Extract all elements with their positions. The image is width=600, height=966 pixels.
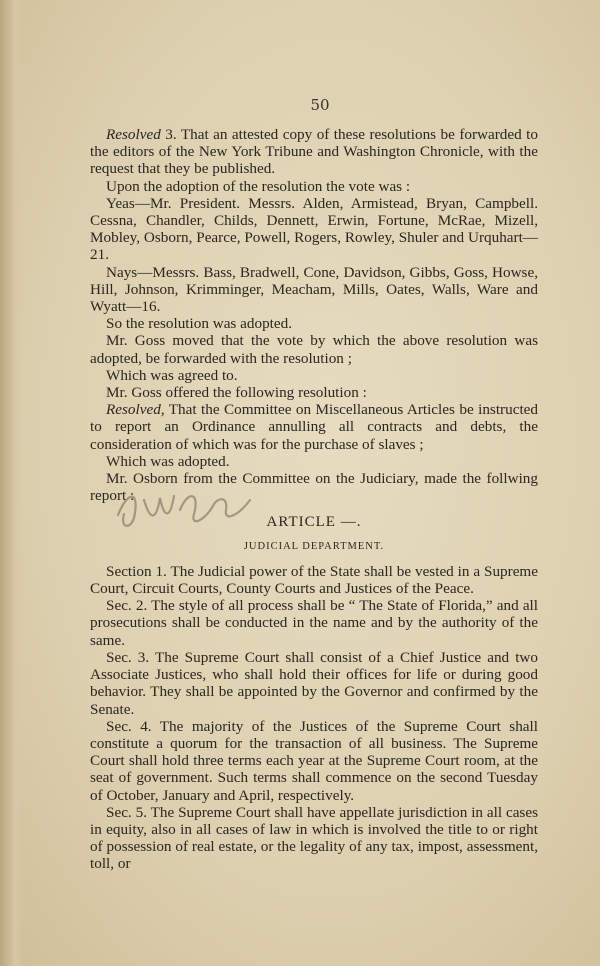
paragraph-adopted: So the resolution was adopted. [106,315,293,333]
section-2: Sec. 2. The style of all process shall be “ The State of Florida,” and all prosecutions shall be conducted in the name and by the authority of the same. [90,597,538,649]
page-edge-shadow [0,0,22,966]
paragraph-which-adopted: Which was adopted. [106,452,230,470]
paragraph-goss-offer: Mr. Goss offered the following resolution : [106,384,367,402]
paragraph-nays: Nays—Messrs. Bass, Bradwell, Cone, Davidson, Gibbs, Goss, Howse, Hill, Johnson, Krimminger, Meacham, Mills, Oates, Walls, Ware and Wyatt—16. [90,263,538,316]
section-4: Sec. 4. The majority of the Justices of the Supreme Court shall constitute a quorum for the transaction of all business. The Supreme Court shall hold three terms each year at the Supreme Court room, at the seat of government. Such terms shall commence on the second Tuesday of October, January and April, respectively. [90,717,538,804]
section-5: Sec. 5. The Supreme Court shall have appellate jurisdiction in all cases in equity, also in all cases of law in which is involved the title to or right of possession of real estate, or the legality of any tax, impost, assessment, toll, or [90,803,538,873]
paragraph-resolved-committee [90,401,538,453]
section-1: Section 1. The Judicial power of the State shall be vested in a Supreme Court, Circuit Courts, County Courts and Justices of the Peace. [90,562,538,598]
paragraph-agreed: Which was agreed to. [106,366,238,384]
article-subheading: JUDICIAL DEPARTMENT. [243,540,385,552]
paragraph-resolved-3 [90,126,538,178]
paragraph-goss-motion: Mr. Goss moved that the vote by which the above resolution was adopted, be forwarded with the resolution ; [90,332,538,367]
resolved-label: Resolved, [106,401,165,419]
handwritten-signature-mark [110,470,260,540]
paragraph-yeas: Yeas—Mr. President. Messrs. Alden, Armistead, Bryan, Campbell. Cessna, Chandler, Childs, Dennett, Erwin, Fortune, McRae, Mizell, Mobley, Osborn, Pearce, Powell, Rogers, Rowley, Shuler and Urquhart—21. [90,194,538,264]
page-number: 50 [310,96,330,114]
article-heading: ARTICLE —. [266,514,362,531]
paragraph-vote-intro: Upon the adoption of the resolution the vote was : [106,177,411,195]
paragraph-osborn-report: Mr. Osborn from the Committee on the Judiciary, made the follwing report : [90,470,538,505]
paragraph-text: That the Committee on Miscellaneous Articles be instructed to report an Ordinance annulling all contracts and debts, the consideration of which was for the purchase of slaves ; [90,401,538,453]
resolved-label: Resolved [106,126,161,143]
section-3: Sec. 3. The Supreme Court shall consist of a Chief Justice and two Associate Justices, who shall hold their offices for life or during good behavior. They shall be appointed by the Governor and confirmed by the Senate. [90,648,538,718]
paragraph-text: 3. That an attested copy of these resolutions be forwarded to the editors of the New York Tribune and Washington Chronicle, with the request that they be published. [90,126,538,178]
